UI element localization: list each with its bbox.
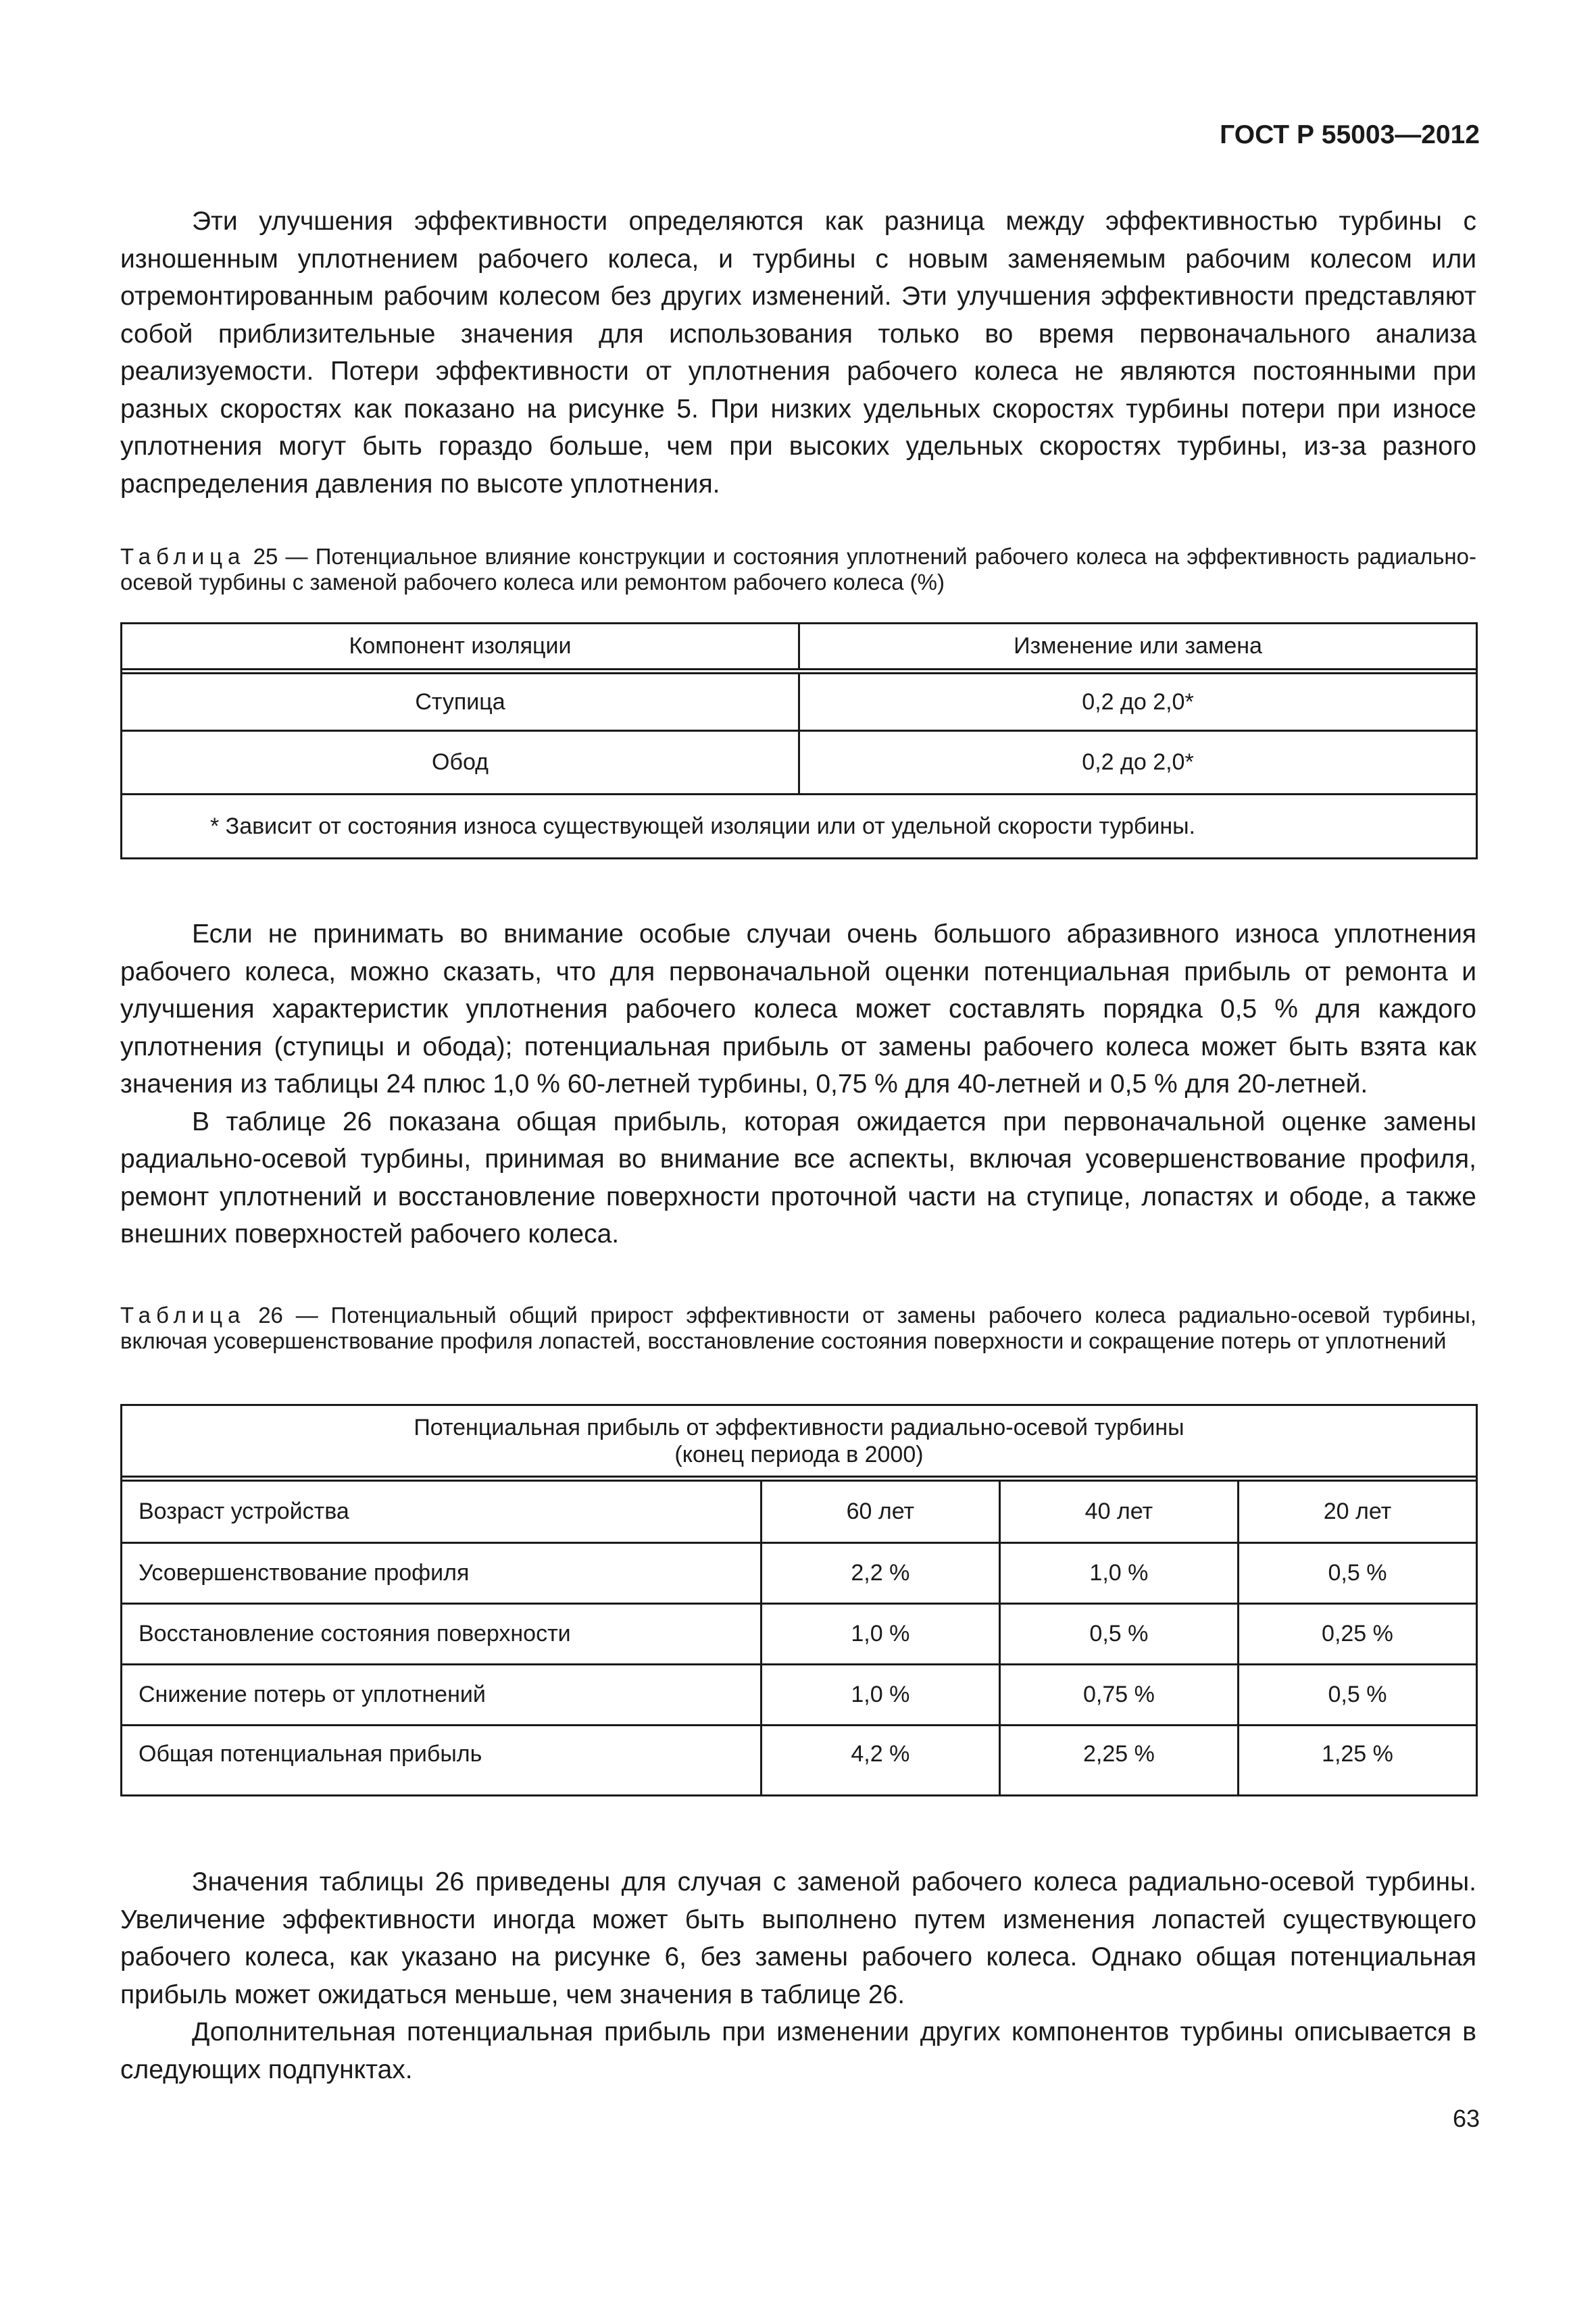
table-26-cell: 0,25 % [1238,1604,1476,1665]
table-25-cell: 0,2 до 2,0* [799,674,1477,731]
table-25-cell: 0,2 до 2,0* [799,731,1477,795]
table-row [122,1665,1477,1726]
table-25-caption-text: 25 — Потенциальное влияние конструкции и состояния уплотнений рабочего колеса на эффективность радиально-осевой турбины с заменой рабочего колеса или ремонтом рабочего колеса (%) [120,544,1476,595]
table-26-caption-text: 26 — Потенциальный общий прирост эффективности от замены рабочего колеса радиально-осевой турбины, включая усовершенствование профиля лопастей, восстановление состояния поверхности и сокращение потерь от уплотнений [120,1303,1477,1353]
paragraph-4 [120,1863,1476,2088]
document-header: ГОСТ Р 55003—2012 [1220,120,1480,149]
table-25-caption [120,544,1476,595]
table-25-header-cell: Изменение или замена [799,624,1477,670]
table-row [122,1604,1477,1665]
paragraph-2 [120,915,1476,1253]
table-26-cell: 0,75 % [999,1665,1238,1726]
paragraph-1 [120,203,1476,503]
table-25-footnote: * Зависит от состояния износа существующей изоляции или от удельной скорости турбины. [122,795,1477,859]
table-row [122,1543,1477,1604]
table-26-cell: Усовершенствование профиля [122,1543,762,1604]
table-row [122,1726,1477,1796]
table-26 [120,1404,1478,1796]
table-26-title-row [122,1405,1477,1477]
paragraph-5-text: Дополнительная потенциальная прибыль при изменении других компонентов турбины описывается в следующих подпунктах. [120,2017,1476,2084]
paragraph-2-text: Если не принимать во внимание особые случаи очень большого абразивного износа уплотнения рабочего колеса, можно сказать, что для первоначальной оценки потенциальная прибыль от ремонта и улучшения характеристик уплотнения рабочего колеса может составлять порядка 0,5 % для каждого уплотнения (ступицы и обода); потенциальная прибыль от замены рабочего колеса может быть взята как значения из таблицы 24 плюс 1,0 % 60-летней турбины, 0,75 % для 40-летней и 0,5 % для 20-летней. [120,920,1476,1099]
page-number: 63 [1452,2105,1480,2132]
table-26-cell: 0,5 % [1238,1665,1476,1726]
table-26-title [122,1405,1477,1477]
table-25-header-cell: Компонент изоляции [122,624,799,670]
table-26-cell: 0,5 % [999,1604,1238,1665]
table-26-cell: 1,0 % [761,1665,999,1726]
table-26-cell: Восстановление состояния поверхности [122,1604,762,1665]
table-26-cell: 2,25 % [999,1726,1238,1796]
table-26-cell: 1,0 % [761,1604,999,1665]
paragraph-3-text: В таблице 26 показана общая прибыль, которая ожидается при первоначальной оценке замены радиально-осевой турбины, принимая во внимание все аспекты, включая усовершенствование профиля, ремонт уплотнений и восстановление поверхности проточной части на ступице, лопастях и ободе, а также внешних поверхностей рабочего колеса. [120,1107,1476,1249]
table-26-cell: Снижение потерь от уплотнений [122,1665,762,1726]
table-26-header-cell: 60 лет [761,1481,999,1543]
table-26-header-cell: Возраст устройства [122,1481,762,1543]
table-26-cell: 1,25 % [1238,1726,1476,1796]
table-26-cell: 4,2 % [761,1726,999,1796]
table-25-footnote-row [122,795,1477,859]
paragraph-4-text: Значения таблицы 26 приведены для случая с заменой рабочего колеса радиально-осевой турбины. Увеличение эффективности иногда может быть выполнено путем изменения лопастей существующего рабочего колеса, как указано на рисунке 6, без замены рабочего колеса. Однако общая потенциальная прибыль может ожидаться меньше, чем значения в таблице 26. [120,1867,1476,2009]
table-26-title-line-2: (конец периода в 2000) [674,1441,924,1467]
table-26-cell: Общая потенциальная прибыль [122,1726,762,1796]
table-26-header-cell: 40 лет [999,1481,1238,1543]
table-26-caption [120,1303,1476,1354]
table-row [122,674,1477,731]
table-25-cell: Обод [122,731,799,795]
table-25-caption-label: Таблица [120,544,246,569]
table-row [122,731,1477,795]
table-26-caption-label: Таблица [120,1303,246,1328]
table-26-title-line-1: Потенциальная прибыль от эффективности радиально-осевой турбины [414,1414,1184,1440]
table-26-cell: 2,2 % [761,1543,999,1604]
paragraph-1-text: Эти улучшения эффективности определяются как разница между эффективностью турбины с изношенным уплотнением рабочего колеса, и турбины с новым заменяемым рабочим колесом или отремонтированным рабочим колесом без других изменений. Эти улучшения эффективности представляют собой приблизительные значения для использования только во время первоначального анализа реализуемости. Потери эффективности от уплотнения рабочего колеса не являются постоянными при разных скоростях как показано на рисунке 5. При низких удельных скоростях турбины потери при износе уплотнения могут быть гораздо больше, чем при высоких удельных скоростях турбины, из-за разного распределения давления по высоте уплотнения. [120,207,1476,499]
table-25-cell: Ступица [122,674,799,731]
table-25-header-row [122,624,1477,670]
table-26-cell: 1,0 % [999,1543,1238,1604]
table-26-cell: 0,5 % [1238,1543,1476,1604]
table-25 [120,622,1478,859]
table-26-header-row [122,1481,1477,1543]
table-26-header-cell: 20 лет [1238,1481,1476,1543]
